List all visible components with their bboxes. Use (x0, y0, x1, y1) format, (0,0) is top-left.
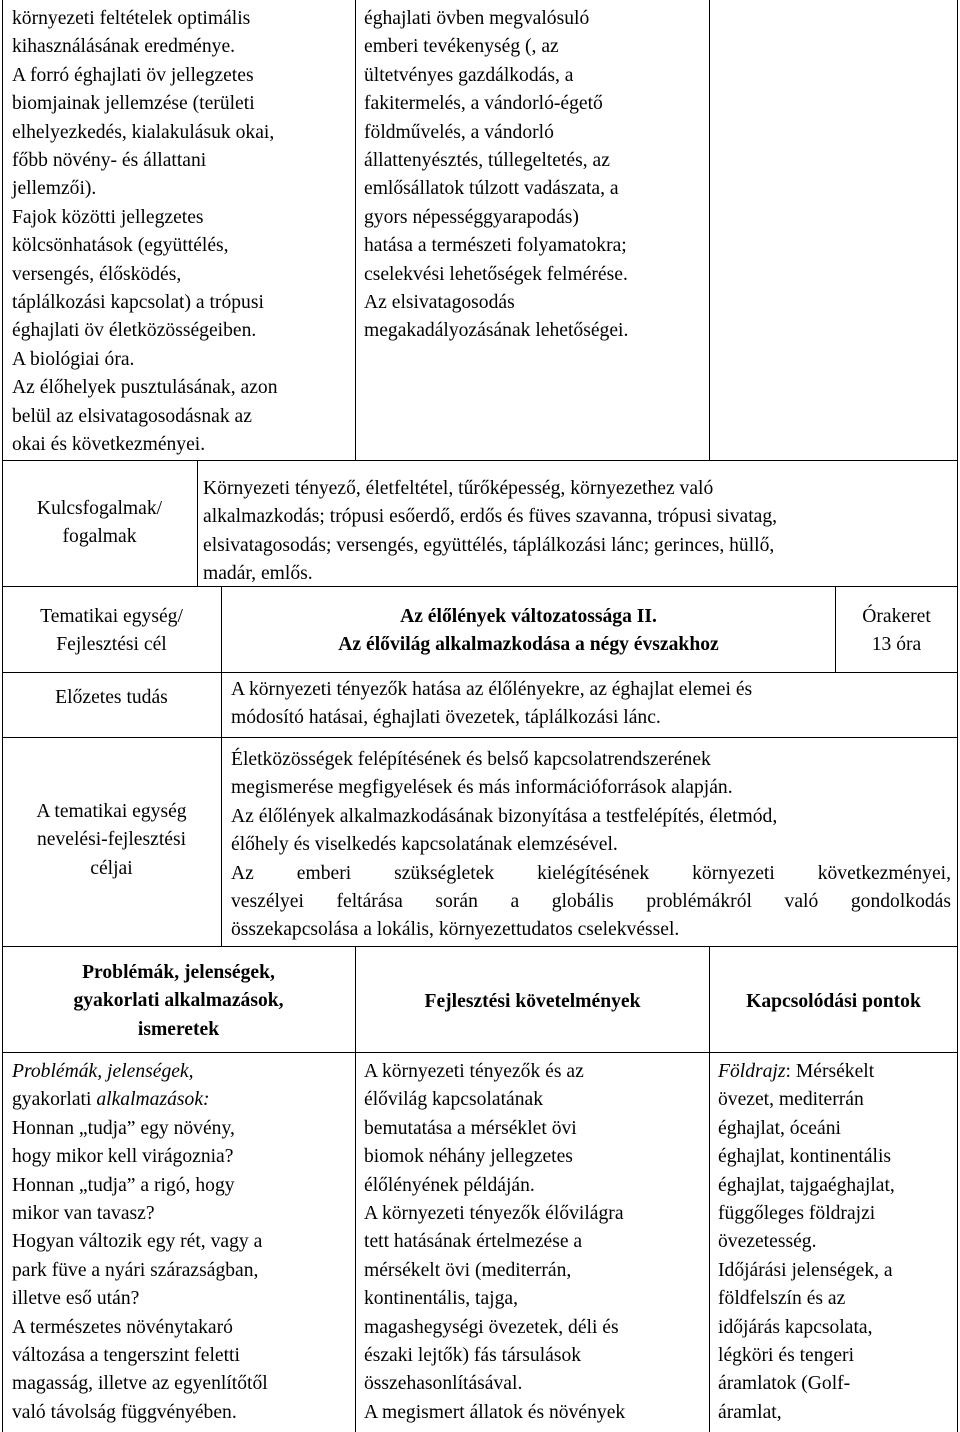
text-line: változása a tengerszint feletti (12, 1345, 240, 1367)
label-column-divider-1 (197, 460, 198, 586)
row-line-5 (2, 946, 958, 947)
celjai-label (2, 798, 221, 883)
text-line: tett hatásának értelmezése a (364, 1231, 583, 1253)
text-line: kölcsönhatások (együttélés, (12, 235, 229, 257)
bottom-right-cell (718, 1058, 954, 1427)
header-line: ismeretek (137, 1018, 220, 1040)
text-line: cselekvési lehetőségek felmérése. (364, 263, 628, 285)
text-line: A környezeti tényezők és az (364, 1061, 584, 1082)
text-line: A biológiai óra. (12, 348, 135, 370)
text-line: kihasználásának eredménye. (12, 36, 236, 58)
label-line: Tematikai egység/ (40, 606, 183, 627)
text-line: Környezeti tényező, életfeltétel, tűrőképesség, környezethez való (203, 478, 714, 499)
bottom-left-cell (12, 1058, 352, 1427)
tematikai-title (222, 603, 835, 660)
text-line: éghajlati övben megvalósuló (364, 8, 590, 29)
text-line: magasság, illetve az egyenlítőtől (12, 1373, 268, 1395)
text-line (12, 1086, 352, 1114)
text-line: Az élőlények alkalmazkodásának bizonyítása a testfelépítés, életmód, (231, 805, 778, 827)
text-line: emberi tevékenység (, az (364, 36, 559, 58)
text-line: A forró éghajlati öv jellegzetes (12, 64, 254, 86)
row-line-6 (2, 1052, 958, 1053)
celjai-text (231, 746, 951, 945)
text-line: versengés, élősködés, (12, 263, 182, 285)
text-line (718, 1058, 954, 1086)
row-line-3 (2, 672, 958, 673)
text-line: élőlényének példáján. (364, 1174, 535, 1196)
text-line: Hogyan változik egy rét, vagy a (12, 1231, 263, 1253)
header-line: Kapcsolódási pontok (746, 991, 921, 1012)
text-line: elhelyezkedés, kialakulásuk okai, (12, 121, 275, 143)
text-line: éghajlati öv életközösségeiben. (12, 320, 257, 342)
text-line (12, 1058, 352, 1086)
text-line: hogy mikor kell virágoznia? (12, 1146, 234, 1168)
text-line: megakadályozásának lehetőségei. (364, 320, 629, 342)
text-line: földfelszín és az (718, 1288, 846, 1310)
text-line: időjárás kapcsolata, (718, 1316, 873, 1338)
text-line: A természetes növénytakaró (12, 1316, 233, 1338)
text-line: mérsékelt övi (mediterrán, (364, 1259, 572, 1281)
text-line: Honnan „tudja” a rigó, hogy (12, 1174, 235, 1196)
text-line: biomok néhány jellegzetes (364, 1146, 573, 1168)
label-line: Előzetes tudás (55, 687, 168, 708)
text-line: főbb növény- és állattani (12, 150, 207, 172)
kulcsfogalmak-text (203, 475, 955, 589)
text-line: veszélyei feltárása során a globális problémákról való gondolkodás (231, 891, 951, 913)
top-left-cell (12, 5, 352, 460)
text-line: elsivatagosodás; versengés, együttélés, táplálkozási lánc; gerinces, hüllő, (203, 534, 775, 556)
header-line: Fejlesztési követelmények (424, 991, 641, 1012)
text-line: Az emberi szükségletek kielégítésének környezeti következményei, (231, 862, 951, 884)
text-line: éghajlat, óceáni (718, 1117, 841, 1139)
text-line: jellemzői). (12, 178, 97, 200)
text-line: összekapcsolása a lokális, környezettudatos cselekvéssel. (231, 919, 680, 941)
text-line: A környezeti tényezők élővilágra (364, 1203, 624, 1225)
text-line: Az élőhelyek pusztulásának, azon (12, 377, 278, 399)
text-line: A környezeti tényezők hatása az élőlényekre, az éghajlat elemei és (231, 679, 753, 700)
text-line: ültetvényes gazdálkodás, a (364, 64, 574, 86)
title-line: Az élőlények változatossága II. (400, 606, 657, 627)
text-line: alkalmazkodás; trópusi esőerdő, erdős és füves szavanna, trópusi sivatag, (203, 506, 778, 528)
kulcsfogalmak-label (2, 495, 197, 552)
text-line: fakitermelés, a vándorló-égető (364, 93, 603, 115)
label-line: fogalmak (62, 526, 137, 548)
text-line: való távolság függvényében. (12, 1401, 237, 1423)
text-line: táplálkozási kapcsolat) a trópusi (12, 292, 264, 314)
text-line: áramlatok (Golf- (718, 1373, 851, 1395)
text-line: Honnan „tudja” egy növény, (12, 1117, 235, 1139)
top-divider-2 (709, 0, 710, 460)
text-line: légköri és tengeri (718, 1345, 855, 1367)
title-line: Az élővilág alkalmazkodása a négy évszakhoz (338, 634, 719, 656)
elozetes-text (231, 676, 955, 733)
orakeret-label: Órakeret (862, 606, 931, 627)
text-line: A megismert állatok és növények (364, 1401, 626, 1423)
text-line: madár, emlős. (203, 563, 313, 585)
text-line: emlősállatok túlzott vadászata, a (364, 178, 619, 200)
text-line: hatása a természeti folyamatokra; (364, 235, 627, 257)
elozetes-label (2, 684, 221, 712)
text-line: Fajok közötti jellegzetes (12, 206, 204, 228)
label-line: A tematikai egység (36, 801, 187, 822)
text-line: környezeti feltételek optimális (12, 8, 251, 29)
text-line: áramlat, (718, 1401, 782, 1423)
orakeret-cell (836, 603, 957, 660)
text-line: magashegységi övezetek, déli és (364, 1316, 619, 1338)
row-line-4 (2, 737, 958, 738)
label-line: Fejlesztési cél (56, 634, 167, 656)
text-line: park füve a nyári szárazságban, (12, 1259, 259, 1281)
text-line: Időjárási jelenségek, a (718, 1259, 893, 1281)
text-line: éghajlat, kontinentális (718, 1146, 892, 1168)
label-line: Kulcsfogalmak/ (36, 498, 163, 519)
italic-text: Problémák, jelenségek, (12, 1061, 194, 1082)
table-border-left (2, 0, 3, 1432)
header-problemak (2, 959, 355, 1044)
tematikai-label (2, 603, 221, 660)
text-line: éghajlat, tajgaéghajlat, (718, 1174, 895, 1196)
bottom-divider-1 (355, 946, 356, 1432)
text-line: élőhely és viselkedés kapcsolatának elemzésével. (231, 834, 618, 856)
bottom-middle-cell (364, 1058, 706, 1427)
text-line: függőleges földrajzi (718, 1203, 876, 1225)
text-line: élővilág kapcsolatának (364, 1089, 543, 1111)
text-line: biomjainak jellemzése (területi (12, 93, 255, 115)
text-line: mikor van tavasz? (12, 1203, 155, 1225)
header-line: gyakorlati alkalmazások, (73, 990, 284, 1012)
table-border-right (957, 0, 958, 1432)
top-divider-1 (355, 0, 356, 460)
italic-text: alkalmazások: (96, 1089, 210, 1111)
header-fejlesztesi (356, 988, 709, 1016)
text-line: okai és következményei. (12, 434, 206, 456)
text-line: Életközösségek felépítésének és belső kapcsolatrendszerének (231, 749, 711, 770)
italic-text: Földrajz (718, 1061, 786, 1082)
text-line: gyors népességgyarapodás) (364, 206, 579, 228)
text-line: belül az elsivatagosodásnak az (12, 405, 252, 427)
text-line: földművelés, a vándorló (364, 121, 554, 143)
bottom-divider-2 (709, 946, 710, 1432)
text-line: északi lejtők) fás társulások (364, 1345, 582, 1367)
text-line: kontinentális, tajga, (364, 1288, 518, 1310)
header-line: Problémák, jelenségek, (82, 962, 275, 983)
label-line: céljai (90, 857, 133, 879)
text-line: övezetesség. (718, 1231, 817, 1253)
text-line: állattenyésztés, túllegeltetés, az (364, 150, 610, 172)
text-line: megismerése megfigyelések és más információforrások alapján. (231, 777, 733, 799)
text-line: Az elsivatagosodás (364, 292, 515, 314)
orakeret-value: 13 óra (871, 634, 922, 656)
text-line: összehasonlításával. (364, 1373, 523, 1395)
top-middle-cell (364, 5, 706, 346)
text-line: módosító hatásai, éghajlati övezetek, táplálkozási lánc. (231, 707, 661, 729)
header-kapcsolodasi (710, 988, 957, 1016)
row-line-1 (2, 460, 958, 461)
label-line: nevelési-fejlesztési (36, 829, 187, 851)
plain-text: gyakorlati (12, 1089, 97, 1111)
text-line: bemutatása a mérséklet övi (364, 1117, 577, 1139)
plain-text: : Mérsékelt (785, 1061, 875, 1082)
text-line: illetve eső után? (12, 1288, 140, 1310)
text-line: övezet, mediterrán (718, 1089, 864, 1111)
